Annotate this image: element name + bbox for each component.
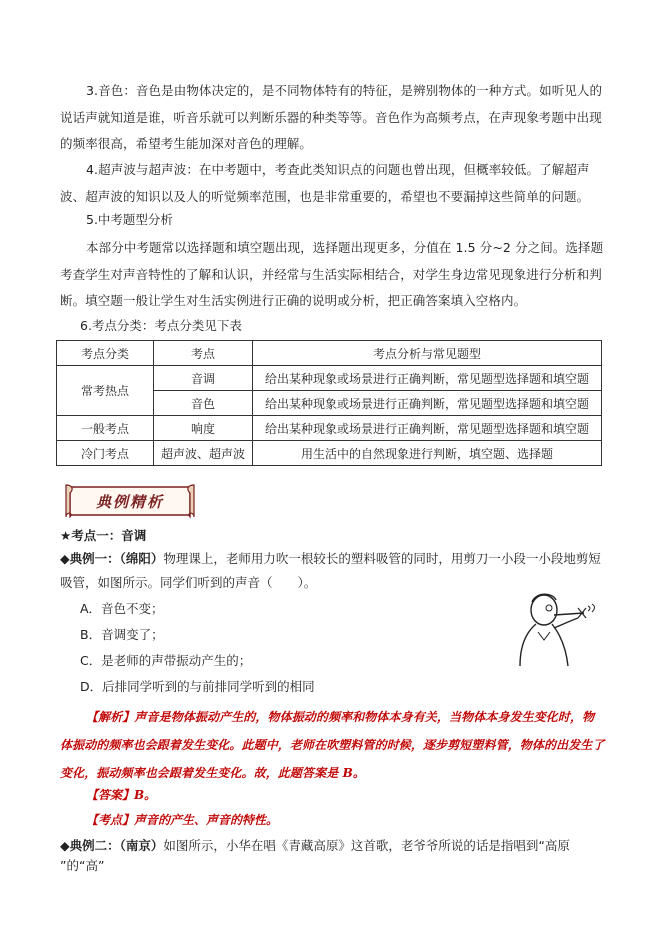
table-cell: 给出某种现象或场景进行正确判断，常见题型选择题和填空题 <box>253 416 602 441</box>
example-one-label: ◆典例一：（绵阳） <box>60 551 164 566</box>
teacher-blowing-straw-icon <box>514 588 602 668</box>
table-cell: 常考热点 <box>57 366 154 416</box>
option-a: A．音色不变； <box>80 601 164 616</box>
table-row <box>57 416 602 441</box>
table-cell: 一般考点 <box>57 416 154 441</box>
paragraph-timbre: 3.音色：音色是由物体决定的，是不同物体特有的特征，是辨别物体的一种方式。如听见人的说话声就知道是谁，听音乐就可以判断乐器的种类等等。音色作为高频考点，在声现象考题中出现的频率很高，希望考生能加深对音色的理解。 <box>60 83 603 151</box>
option-c: C．是老师的声带振动产生的； <box>80 653 252 668</box>
kaodian-one-heading: ★考点一：音调 <box>60 528 147 543</box>
table-header: 考点分析与常见题型 <box>253 341 602 366</box>
table-header-row <box>57 341 602 366</box>
analysis-text: 声音是物体振动产生的，物体振动的频率和物体本身有关，当物体本身发生变化时，物体振动的频率也会跟着发生变化。此题中，老师在吹塑料管的时候，逐步剪短塑料管，物体的出发生了变化，振动频率也会跟着发生变化。故，此题答案是 B。 <box>60 710 605 780</box>
table-row <box>57 366 602 391</box>
table-cell: 给出某种现象或场景进行正确判断，常见题型选择题和填空题 <box>253 366 602 391</box>
table-cell: 音调 <box>154 366 253 391</box>
analysis-label: 【解析】 <box>86 710 135 724</box>
table-header: 考点分类 <box>57 341 154 366</box>
example-two-label: ◆典例二：（南京） <box>60 838 164 853</box>
teacher-straw-figure <box>514 588 602 668</box>
table-cell: 冷门考点 <box>57 441 154 466</box>
example-one-stem-line2: 吸管，如图所示。同学们听到的声音（ ）。 <box>60 575 317 590</box>
table-cell: 音色 <box>154 391 253 416</box>
table-header: 考点 <box>154 341 253 366</box>
option-d: D．后排同学听到的与前排同学听到的相同 <box>80 679 315 694</box>
paragraph-ultrasound: 4.超声波与超声波：在中考题中，考查此类知识点的问题也曾出现，但概率较低。了解超声波、超声波的知识以及人的听觉频率范围，也是非常重要的，希望也不要漏掉这些简单的问题。 <box>60 162 590 204</box>
table-cell: 给出某种现象或场景进行正确判断，常见题型选择题和填空题 <box>253 391 602 416</box>
table-cell: 响度 <box>154 416 253 441</box>
example-one-text: 物理课上，老师用力吹一根较长的塑料吸管的同时，用剪刀一小段一小段地剪短 <box>163 551 601 566</box>
table-cell: 超声波、超声波 <box>154 441 253 466</box>
kaodian-label: 【考点】 <box>86 813 135 827</box>
classification-table <box>56 340 602 466</box>
table-row <box>57 441 602 466</box>
option-b: B．音调变了； <box>80 627 164 642</box>
section-banner <box>62 481 198 521</box>
kaodian-text: 声音的产生、声音的特性。 <box>134 813 279 827</box>
example-one-stem <box>60 549 605 569</box>
example-two-stem <box>60 836 605 876</box>
banner-title: 典例精析 <box>95 493 164 511</box>
example-one-kaodian <box>86 810 631 830</box>
table-cell: 用生活中的自然现象进行判断，填空题、选择题 <box>253 441 602 466</box>
heading-classification: 6.考点分类：考点分类见下表 <box>80 318 242 333</box>
example-one-answer: 【答案】B。 <box>86 788 157 802</box>
heading-question-analysis: 5.中考题型分析 <box>86 212 173 227</box>
example-two-text: 如图所示，小华在唱《青藏高原》这首歌，老爷爷所说的话是指唱到“高原 ”的“高” <box>60 838 570 873</box>
paragraph-question-analysis: 本部分中考题常以选择题和填空题出现，选择题出现更多，分值在 1.5 分~2 分之间。选择题考查学生对声音特性的了解和认识，并经常与生活实际相结合，对学生身边常见现象进行分析和判断。填空题一般让学生对生活实例进行正确的说明或分析，把正确答案填入空格内。 <box>60 240 604 308</box>
example-one-analysis <box>60 703 605 787</box>
